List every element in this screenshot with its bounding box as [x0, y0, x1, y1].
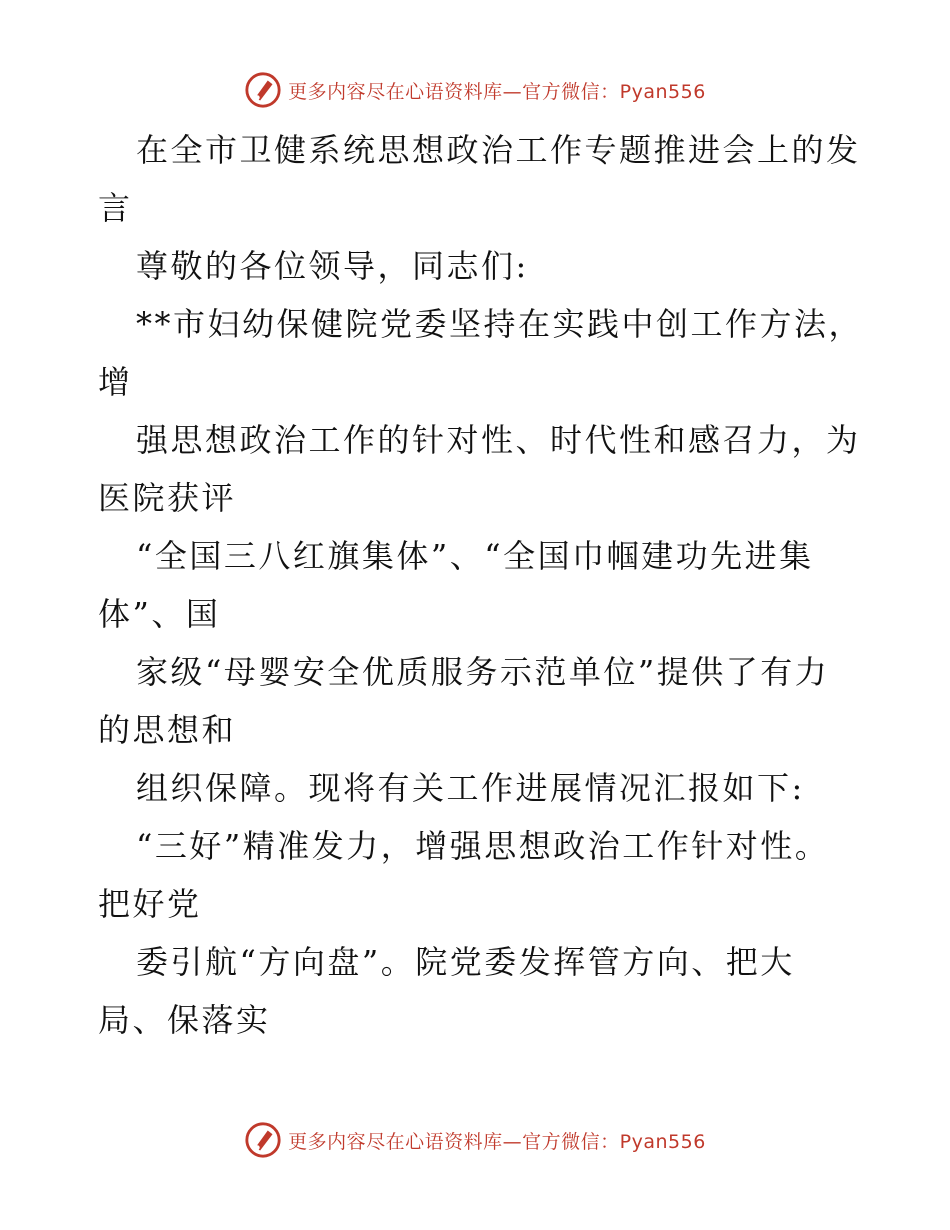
paragraph-line: 组织保障。现将有关工作进展情况汇报如下:	[136, 769, 805, 807]
paragraph-line: 的思想和	[98, 711, 237, 749]
footer-banner-text: 更多内容尽在心语资料库—官方微信：Pyan556	[288, 1130, 706, 1153]
document-body	[98, 121, 864, 1049]
salutation: 尊敬的各位领导，同志们:	[136, 247, 529, 285]
paragraph-line: 家级“母婴安全优质服务示范单位”提供了有力	[136, 653, 830, 691]
paragraph-line: 局、保落实	[98, 1001, 271, 1039]
paragraph-line: 医院获评	[98, 479, 237, 517]
title-line-1: 在全市卫健系统思想政治工作专题推进会上的发	[136, 131, 861, 169]
header-banner	[0, 70, 950, 110]
header-banner-text: 更多内容尽在心语资料库—官方微信：Pyan556	[288, 80, 706, 103]
paragraph-line: “全国三八红旗集体”、“全国巾帼建功先进集	[136, 537, 814, 575]
section-heading-line: “三好”精准发力，增强思想政治工作针对性。	[136, 827, 830, 865]
pen-nib-icon	[244, 1121, 282, 1159]
paragraph-line: 增	[98, 363, 133, 401]
paragraph-line: 把好党	[98, 885, 202, 923]
paragraph-line: **市妇幼保健院党委坚持在实践中创工作方法，	[136, 305, 864, 343]
footer-banner	[0, 1120, 950, 1160]
paragraph-line: 委引航“方向盘”。院党委发挥管方向、把大	[136, 943, 795, 981]
pen-nib-icon	[244, 71, 282, 109]
paragraph-line: 体”、国	[98, 595, 221, 633]
paragraph-line: 强思想政治工作的针对性、时代性和感召力，为	[136, 421, 861, 459]
title-line-2: 言	[98, 189, 133, 227]
